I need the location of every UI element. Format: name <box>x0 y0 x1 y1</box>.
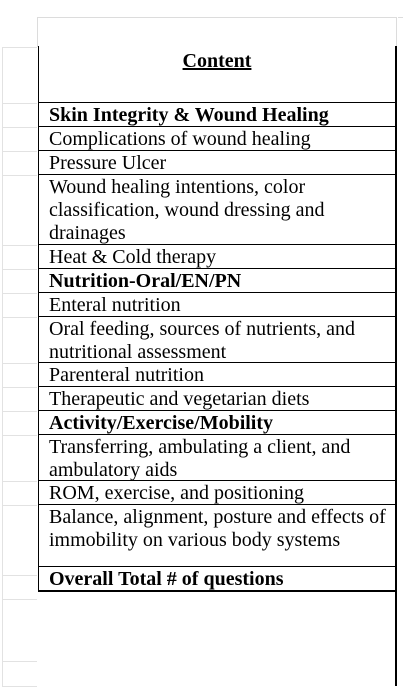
gutter-line <box>2 245 37 246</box>
table-body <box>38 102 395 592</box>
column-right-border <box>395 46 397 686</box>
gutter-line <box>2 293 37 294</box>
gutter-line <box>2 686 37 687</box>
next-column-strip <box>398 17 403 47</box>
row-header-gutter <box>0 0 37 700</box>
table-row[interactable]: Therapeutic and vegetarian diets <box>38 386 395 410</box>
table-row[interactable]: Parenteral nutrition <box>38 362 395 386</box>
table-row[interactable]: ROM, exercise, and positioning <box>38 480 395 504</box>
table-row[interactable]: Balance, alignment, posture and effects of immobility on various body systems <box>38 504 395 566</box>
table-row[interactable]: Enteral nutrition <box>38 292 395 316</box>
table-row[interactable]: Oral feeding, sources of nutrients, and nutritional assessment <box>38 316 395 362</box>
gutter-divider <box>2 47 3 687</box>
gutter-line <box>2 269 37 270</box>
gutter-line <box>2 387 37 388</box>
gutter-line <box>2 505 37 506</box>
table-row[interactable]: Activity/Exercise/Mobility <box>38 410 395 434</box>
table-row[interactable]: Pressure Ulcer <box>38 150 395 174</box>
table-row[interactable]: Overall Total # of questions <box>38 566 395 592</box>
table-row[interactable]: Complications of wound healing <box>38 126 395 150</box>
gutter-line <box>2 127 37 128</box>
content-table <box>38 46 395 592</box>
gutter-line <box>2 175 37 176</box>
gutter-line <box>2 481 37 482</box>
table-header-cell[interactable] <box>38 46 395 102</box>
gutter-line <box>2 363 37 364</box>
table-row[interactable]: Wound healing intentions, color classification, wound dressing and drainages <box>38 174 395 244</box>
gutter-line <box>2 151 37 152</box>
gutter-line <box>2 411 37 412</box>
gutter-line <box>2 661 37 662</box>
column-header-strip <box>37 17 397 47</box>
table-row[interactable]: Heat & Cold therapy <box>38 244 395 268</box>
gutter-line <box>2 47 37 48</box>
gutter-line <box>2 317 37 318</box>
column-header-content: Content <box>182 50 252 72</box>
gutter-line <box>2 599 37 600</box>
table-row[interactable]: Skin Integrity & Wound Healing <box>38 102 395 126</box>
gutter-line <box>2 435 37 436</box>
table-row[interactable]: Nutrition-Oral/EN/PN <box>38 268 395 292</box>
gutter-line <box>2 103 37 104</box>
gutter-line <box>2 575 37 576</box>
table-row[interactable]: Transferring, ambulating a client, and ambulatory aids <box>38 434 395 480</box>
